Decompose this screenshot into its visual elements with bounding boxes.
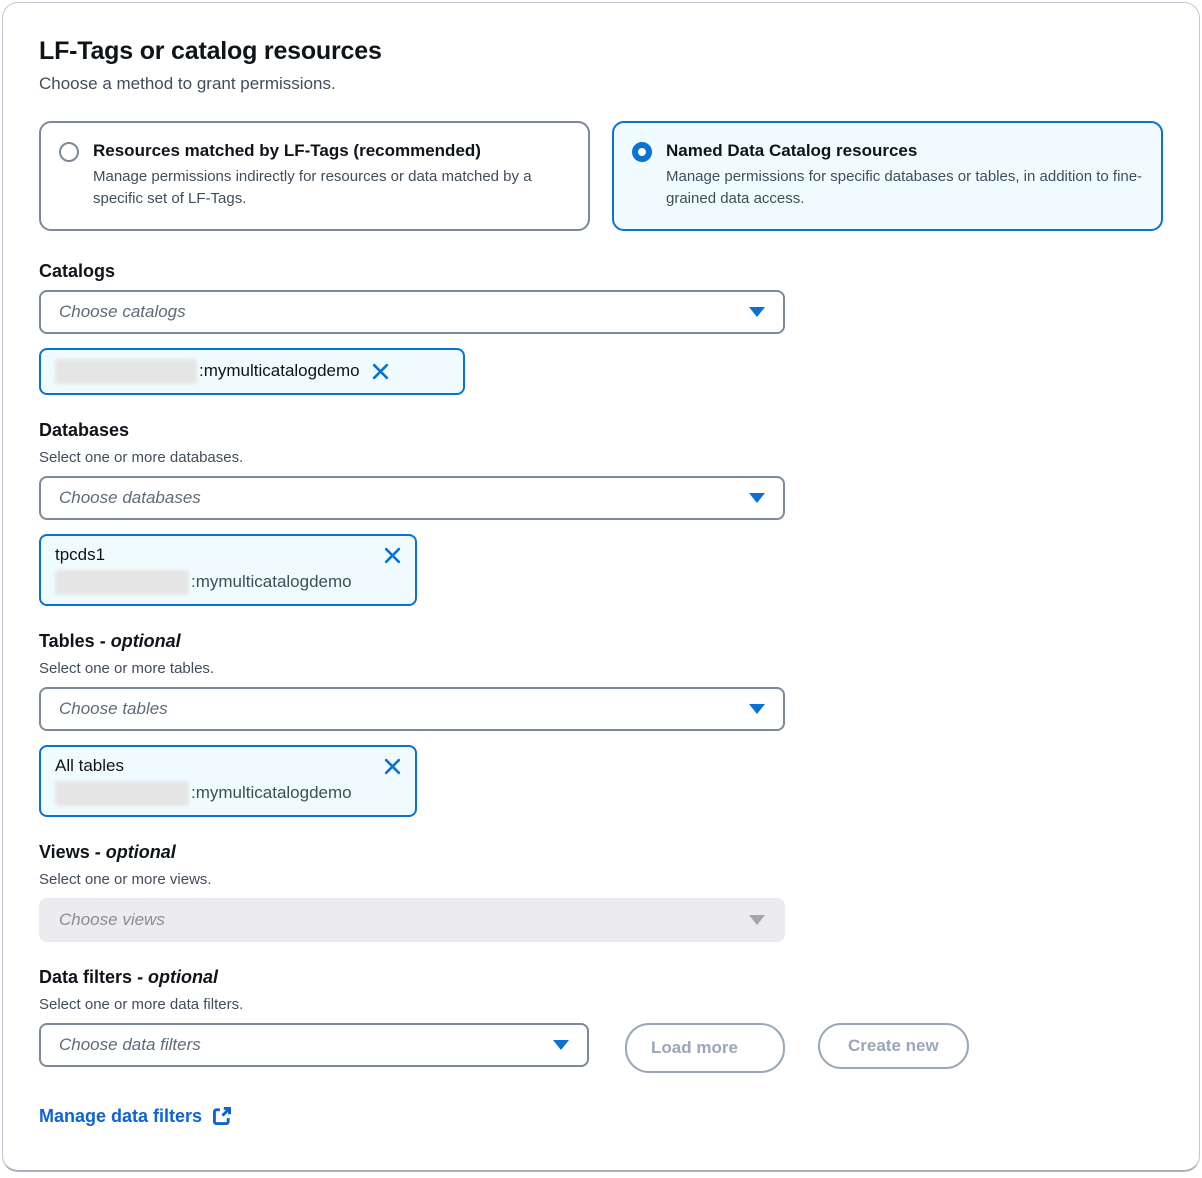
database-token bbox=[39, 534, 417, 606]
close-icon bbox=[382, 756, 403, 777]
chevron-down-icon bbox=[749, 307, 765, 317]
remove-table-token-button[interactable] bbox=[382, 756, 403, 777]
option-label: Named Data Catalog resources bbox=[666, 141, 918, 160]
tables-label: Tables - optional bbox=[39, 630, 181, 651]
page-title: LF-Tags or catalog resources bbox=[39, 37, 382, 65]
data-filters-placeholder: Choose data filters bbox=[59, 1034, 201, 1054]
catalogs-placeholder: Choose catalogs bbox=[59, 301, 186, 321]
views-placeholder: Choose views bbox=[59, 909, 165, 929]
radio-unselected-icon[interactable] bbox=[59, 142, 79, 162]
data-filters-description: Select one or more data filters. bbox=[39, 995, 244, 1013]
chevron-down-icon bbox=[749, 915, 765, 925]
databases-description: Select one or more databases. bbox=[39, 448, 244, 466]
chevron-down-icon bbox=[553, 1040, 569, 1050]
page-subtitle: Choose a method to grant permissions. bbox=[39, 74, 336, 93]
databases-placeholder: Choose databases bbox=[59, 487, 201, 507]
catalog-token-text: :mymulticatalogdemo bbox=[199, 361, 360, 381]
tables-description: Select one or more tables. bbox=[39, 659, 215, 677]
remove-database-token-button[interactable] bbox=[382, 545, 403, 566]
tables-placeholder: Choose tables bbox=[59, 698, 168, 718]
databases-label: Databases bbox=[39, 419, 130, 440]
option-label: Resources matched by LF-Tags (recommended) bbox=[93, 141, 481, 160]
catalog-token bbox=[39, 348, 465, 395]
data-filters-row bbox=[39, 1023, 1163, 1073]
external-link-icon bbox=[211, 1105, 233, 1127]
views-label: Views - optional bbox=[39, 841, 176, 862]
optional-suffix: - optional bbox=[94, 841, 176, 862]
manage-data-filters-link[interactable]: Manage data filters bbox=[39, 1105, 233, 1127]
redacted-account-id bbox=[55, 570, 189, 595]
data-filters-label: Data filters - optional bbox=[39, 966, 219, 987]
method-options bbox=[39, 121, 1163, 231]
views-description: Select one or more views. bbox=[39, 870, 212, 888]
option-resources-matched-by-lf-tags[interactable] bbox=[39, 121, 590, 231]
optional-suffix: - optional bbox=[99, 630, 181, 651]
chevron-down-icon bbox=[749, 704, 765, 714]
redacted-account-id bbox=[55, 359, 197, 384]
databases-select[interactable] bbox=[39, 476, 785, 520]
close-icon bbox=[370, 361, 391, 382]
redacted-account-id bbox=[55, 781, 189, 806]
tables-select[interactable] bbox=[39, 687, 785, 731]
table-token-name: All tables bbox=[55, 756, 124, 776]
lf-tags-panel bbox=[2, 2, 1200, 1172]
catalogs-label: Catalogs bbox=[39, 260, 116, 281]
optional-suffix: - optional bbox=[137, 966, 219, 987]
database-token-suffix: :mymulticatalogdemo bbox=[191, 572, 352, 592]
catalogs-select[interactable] bbox=[39, 290, 785, 334]
option-description: Manage permissions indirectly for resources or data matched by a specific set of LF-Tags. bbox=[93, 167, 532, 208]
database-token-name: tpcds1 bbox=[55, 545, 106, 565]
chevron-down-icon bbox=[749, 493, 765, 503]
create-new-button: Create new bbox=[818, 1023, 969, 1069]
option-named-data-catalog-resources[interactable] bbox=[612, 121, 1163, 231]
close-icon bbox=[382, 545, 403, 566]
table-token bbox=[39, 745, 417, 817]
option-description: Manage permissions for specific databases or tables, in addition to fine-grained data access. bbox=[666, 167, 1143, 208]
radio-selected-icon[interactable] bbox=[632, 142, 652, 162]
remove-catalog-token-button[interactable] bbox=[370, 361, 391, 382]
load-more-button: Load more bbox=[625, 1023, 785, 1073]
views-select bbox=[39, 898, 785, 942]
table-token-suffix: :mymulticatalogdemo bbox=[191, 783, 352, 803]
data-filters-select[interactable] bbox=[39, 1023, 589, 1067]
